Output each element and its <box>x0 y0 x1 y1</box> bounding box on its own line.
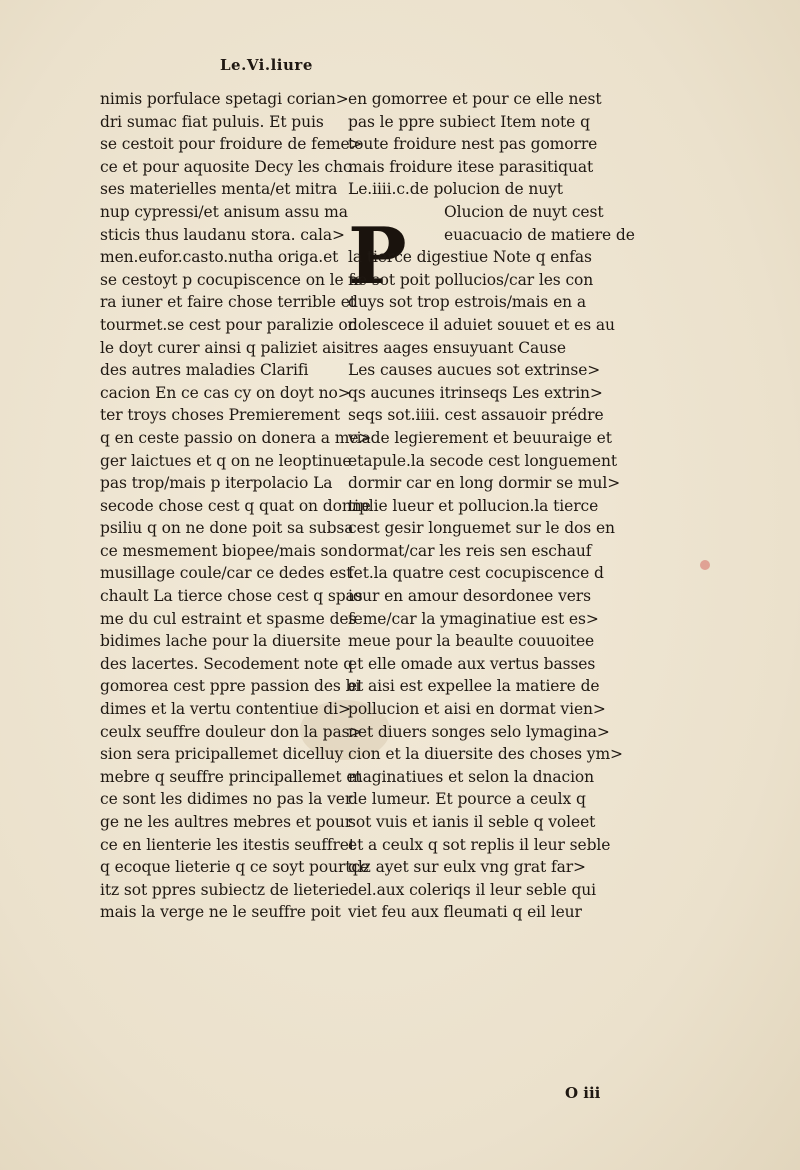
text-line: dormir car en long dormir se mul> <box>348 474 621 493</box>
text-line: meue pour la beaulte couuoitee <box>348 632 595 651</box>
text-line: ce mesmement biopee/mais son <box>100 541 348 560</box>
text-line: tourmet.se cest pour paralizie on <box>100 315 358 334</box>
text-line: ne sot poit pollucios/car les con <box>348 270 594 289</box>
text-line: cacion En ce cas cy on doyt no> <box>100 383 351 402</box>
text-line: dimes et la vertu contentiue di> <box>100 700 351 719</box>
text-line: mais la verge ne le seuffre poit <box>100 903 341 922</box>
text-line: musillage coule/car ce dedes est <box>100 564 353 583</box>
text-line: net diuers songes selo lymagina> <box>348 722 610 741</box>
text-line: sot vuis et ianis il seble q voleet <box>348 813 596 831</box>
text-line: chault La tierce chose cest q spas <box>100 587 363 606</box>
text-line: des lacertes. Secodement note q <box>100 654 354 673</box>
text-line: ceulx seuffre douleur don la pas> <box>100 722 363 741</box>
text-line: ses materielles menta/et mitra <box>100 180 338 199</box>
text-line: dolescece il aduiet souuet et es au <box>348 315 615 334</box>
text-line: del.aux coleriqs il leur seble qui <box>348 880 597 899</box>
text-line: etapule.la secode cest longuement <box>348 451 617 470</box>
text-line: Olucion de nuyt cest <box>444 202 604 221</box>
text-line: qs aucunes itrinseqs Les extrin> <box>348 383 603 402</box>
text-line: duys sot trop estrois/mais en a <box>348 293 587 312</box>
text-line: secode chose cest q quat on donne <box>100 496 371 515</box>
text-line: feme/car la ymaginatiue est es> <box>348 609 599 628</box>
text-line: psiliu q on ne done poit sa subsa <box>100 519 354 538</box>
text-line: et a ceulx q sot replis il leur seble <box>348 835 611 854</box>
text-line: maginatiues et selon la dnacion <box>348 767 595 786</box>
text-line: pas le ppre subiect Item note q <box>348 112 590 131</box>
paper-stain <box>700 560 710 570</box>
text-line: ce en lienterie les itestis seuffret <box>100 835 355 854</box>
text-line: toute froidure nest pas gomorre <box>348 135 598 154</box>
text-line: sion sera pricipallemet dicelluy <box>100 745 344 764</box>
text-line: cion et la diuersite des choses ym> <box>348 745 623 764</box>
text-line: ge ne les aultres mebres et pour <box>100 813 353 831</box>
signature-mark: O iii <box>565 1084 601 1102</box>
text-line: ra iuner et faire chose terrible et <box>100 293 356 312</box>
running-head: Le.Vi.liure <box>220 56 313 74</box>
text-line: seqs sot.iiii. cest assauoir prédre <box>348 406 604 425</box>
text-line: ce sont les didimes no pas la ver <box>100 790 353 809</box>
text-line: tiplie lueur et pollucion.la tierce <box>348 496 599 515</box>
text-line: euacuacio de matiere de <box>444 225 635 244</box>
text-line: dormat/car les reis sen eschauf <box>348 541 592 560</box>
text-line: la tierce digestiue Note q enfas <box>348 248 592 267</box>
text-line: Les causes aucues sot extrinse> <box>348 361 601 380</box>
text-line: de lumeur. Et pource a ceulx q <box>348 790 586 809</box>
text-line: nup cypressi/et anisum assu ma <box>100 202 348 221</box>
text-line: sticis thus laudanu stora. cala> <box>100 225 345 244</box>
text-line: viet feu aux fleumati q eil leur <box>348 903 582 922</box>
text-line: et aisi est expellee la matiere de <box>348 677 600 696</box>
text-line: pollucion et aisi en dormat vien> <box>348 700 606 719</box>
drop-cap: P <box>348 211 407 302</box>
text-line: nimis porfulace spetagi corian> <box>100 90 349 108</box>
text-line: et elle omade aux vertus basses <box>348 654 596 673</box>
text-line: men.eufor.casto.nutha origa.et <box>100 248 339 267</box>
text-line: ce et pour aquosite Decy les cho <box>100 157 353 176</box>
text-line: se cestoyt p cocupiscence on le fe <box>100 270 364 289</box>
text-line: en gomorree et pour ce elle nest <box>348 90 602 108</box>
text-line: qlz ayet sur eulx vng grat far> <box>348 858 586 877</box>
text-line: gomorea cest ppre passion des bi <box>100 677 361 696</box>
text-line: bidimes lache pour la diuersite <box>100 632 341 651</box>
right-column <box>348 88 668 924</box>
text-line: se cestoit pour froidure de feme> <box>100 135 363 154</box>
text-line: me du cul estraint et spasme des <box>100 609 357 628</box>
text-line: itz sot ppres subiectz de lieterie <box>100 880 349 899</box>
text-line: ter troys choses Premierement <box>100 406 340 425</box>
text-line: ger laictues et q on ne leoptinue <box>100 451 352 470</box>
text-line: mais froidure itese parasitiquat <box>348 157 594 176</box>
text-line: pas trop/mais p iterpolacio La <box>100 474 333 493</box>
text-line: q en ceste passio on donera a me> <box>100 428 372 447</box>
text-line: des autres maladies Clarifi <box>100 361 309 380</box>
left-column <box>100 88 372 924</box>
text-line: fet.la quatre cest cocupiscence d <box>348 564 604 583</box>
text-line: tres aages ensuyuant Cause <box>348 338 566 357</box>
text-line: mebre q seuffre principallemet et <box>100 767 362 786</box>
text-line: q ecoque lieterie q ce soyt pourtce <box>100 858 370 877</box>
text-line: cest gesir longuemet sur le dos en <box>348 519 615 538</box>
text-line: viade legierement et beuuraige et <box>348 428 612 447</box>
text-line: iour en amour desordonee vers <box>348 587 591 606</box>
text-line: Le.iiii.c.de polucion de nuyt <box>348 180 563 199</box>
text-line: le doyt curer ainsi q paliziet aisi <box>100 338 349 357</box>
text-line: dri sumac fiat puluis. Et puis <box>100 112 324 131</box>
